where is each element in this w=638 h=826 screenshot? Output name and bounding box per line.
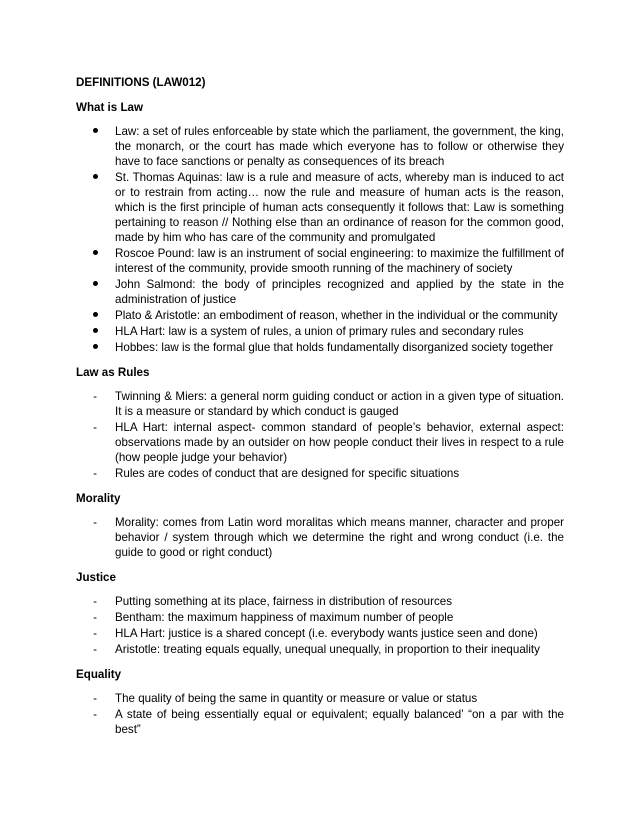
list-item	[76, 642, 564, 657]
section-heading: Morality	[76, 492, 121, 505]
list-item-text: HLA Hart: internal aspect- common standard of people’s behavior, external aspect: observations made by an outsider on how people conduct their lives in respect to a rule (how people judge your behavior)	[115, 421, 564, 464]
section-list	[76, 515, 564, 560]
list-item	[76, 124, 564, 169]
list-item	[76, 340, 564, 355]
bullet-icon	[89, 246, 101, 261]
list-item	[76, 626, 564, 641]
list-item	[76, 691, 564, 706]
section-heading: What is Law	[76, 101, 143, 114]
list-item-text: Hobbes: law is the formal glue that holds fundamentally disorganized society together	[115, 341, 554, 354]
list-item	[76, 466, 564, 481]
section-list	[76, 594, 564, 657]
list-item-text: Bentham: the maximum happiness of maximum number of people	[115, 611, 454, 624]
dash-marker: -	[93, 611, 97, 624]
bullet-icon	[89, 324, 101, 339]
section-heading: Law as Rules	[76, 366, 150, 379]
list-item-text: Law: a set of rules enforceable by state which the parliament, the government, the king, the monarch, or the court has made which everyone has to follow or otherwise they have to face sanctions or penalty as consequences of its breach	[115, 125, 564, 168]
list-item	[76, 515, 564, 560]
list-item	[76, 246, 564, 276]
list-item	[76, 707, 564, 737]
section-heading: Justice	[76, 571, 116, 584]
section-list	[76, 691, 564, 737]
list-item-text: Aristotle: treating equals equally, unequal unequally, in proportion to their inequality	[115, 643, 540, 656]
dash-marker: -	[93, 516, 97, 529]
list-item	[76, 170, 564, 245]
section-heading: Equality	[76, 668, 122, 681]
bullet-icon	[89, 308, 101, 323]
dash-marker: -	[93, 421, 97, 434]
list-item	[76, 308, 564, 323]
document-title: DEFINITIONS (LAW012)	[76, 76, 206, 89]
dash-marker: -	[93, 595, 97, 608]
list-item	[76, 389, 564, 419]
list-item-text: HLA Hart: law is a system of rules, a union of primary rules and secondary rules	[115, 325, 524, 338]
list-item-text: Roscoe Pound: law is an instrument of social engineering: to maximize the fulfillment of interest of the community, provide smooth running of the machinery of society	[115, 247, 564, 275]
list-item-text: Morality: comes from Latin word moralitas which means manner, character and proper behavior / system through which we determine the right and wrong conduct (i.e. the guide to good or right conduct)	[115, 516, 564, 559]
list-item-text: HLA Hart: justice is a shared concept (i.e. everybody wants justice seen and done)	[115, 627, 538, 640]
section-list	[76, 124, 564, 355]
list-item-text: John Salmond: the body of principles recognized and applied by the state in the administration of justice	[115, 278, 564, 306]
list-item	[76, 610, 564, 625]
list-item	[76, 324, 564, 339]
document-body	[76, 100, 564, 737]
list-item	[76, 277, 564, 307]
bullet-icon	[89, 277, 101, 292]
list-item-text: Twinning & Miers: a general norm guiding conduct or action in a given type of situation. It is a measure or standard by which conduct is gauged	[115, 390, 564, 418]
dash-marker: -	[93, 692, 97, 705]
list-item-text: Putting something at its place, fairness in distribution of resources	[115, 595, 453, 608]
bullet-icon	[89, 170, 101, 185]
dash-marker: -	[93, 390, 97, 403]
dash-marker: -	[93, 708, 97, 721]
list-item-text: Rules are codes of conduct that are designed for specific situations	[115, 467, 460, 480]
list-item-text: Plato & Aristotle: an embodiment of reason, whether in the individual or the community	[115, 309, 558, 322]
list-item	[76, 594, 564, 609]
section-list	[76, 389, 564, 481]
bullet-icon	[89, 124, 101, 139]
dash-marker: -	[93, 627, 97, 640]
list-item	[76, 420, 564, 465]
bullet-icon	[89, 340, 101, 355]
list-item-text: St. Thomas Aquinas: law is a rule and measure of acts, whereby man is induced to act or to restrain from acting… now the rule and measure of human acts is the reason, which is the first principle of human acts consequently it follows that: Law is something pertaining to reason // Nothing else than an ordinance of reason for the common good, made by him who has care of the community and promulgated	[115, 171, 564, 244]
dash-marker: -	[93, 643, 97, 656]
dash-marker: -	[93, 467, 97, 480]
list-item-text: A state of being essentially equal or equivalent; equally balanced’ “on a par with the best”	[115, 708, 564, 736]
list-item-text: The quality of being the same in quantity or measure or value or status	[115, 692, 478, 705]
